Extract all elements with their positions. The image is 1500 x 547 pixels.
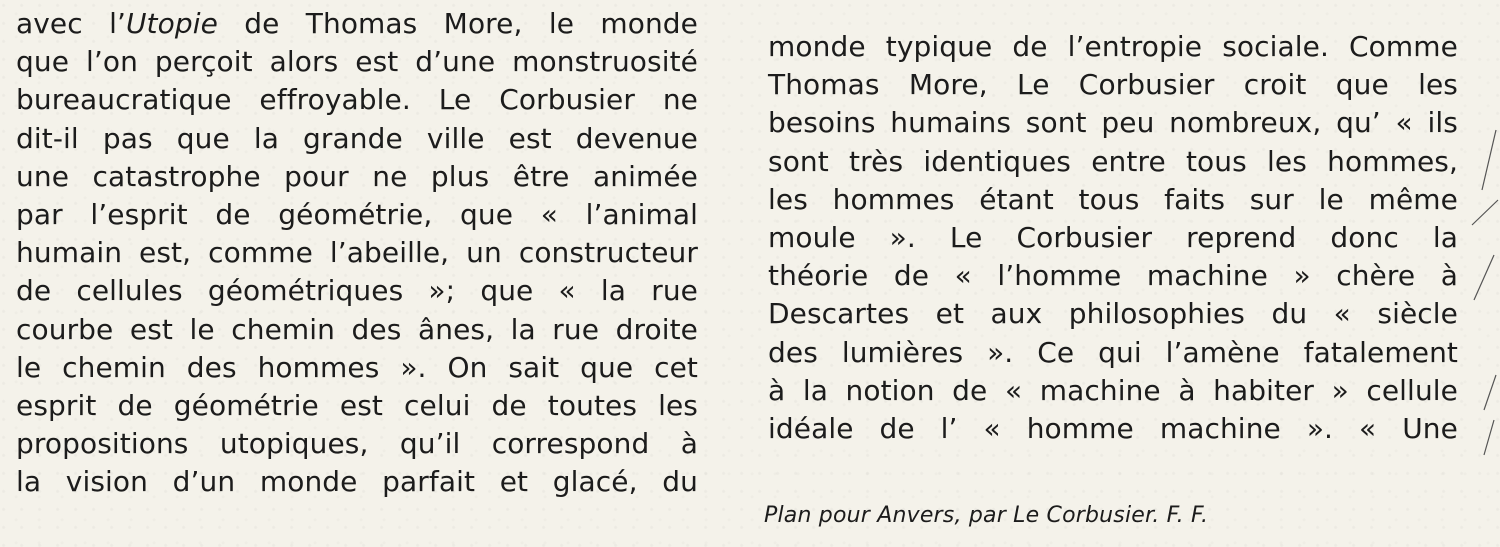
- text-line: que l’on perçoit alors est d’une monstruosité: [16, 45, 698, 79]
- text-line: une catastrophe pour ne plus être animée: [16, 159, 698, 193]
- text-line: théorie de « l’homme machine » chère à: [768, 259, 1458, 293]
- text-line: les hommes étant tous faits sur le même: [768, 182, 1458, 216]
- text-line: bureaucratique effroyable. Le Corbusier ne: [16, 83, 698, 117]
- emphasized-title: Utopie: [125, 7, 218, 40]
- text-line: besoins humains sont peu nombreux, qu’ « ils: [768, 106, 1458, 140]
- margin-pencil-marks: [1460, 120, 1500, 480]
- text-line: la vision d’un monde parfait et glacé, du: [16, 465, 698, 499]
- text-line: esprit de géométrie est celui de toutes les: [16, 389, 698, 423]
- text-line: courbe est le chemin des ânes, la rue droite: [16, 312, 698, 346]
- text-line: de cellules géométriques »; que « la rue: [16, 274, 698, 308]
- text-line: avec l’Utopie de Thomas More, le monde: [16, 7, 698, 40]
- text-line: propositions utopiques, qu’il correspond à: [16, 427, 698, 461]
- text-line: monde typique de l’entropie sociale. Comme: [768, 30, 1458, 63]
- text-line: le chemin des hommes ». On sait que cet: [16, 350, 698, 384]
- right-text-column: [768, 28, 1458, 448]
- text-line: Descartes et aux philosophies du « siècle: [768, 297, 1458, 331]
- text-line: idéale de l’ « homme machine ». « Une: [768, 412, 1458, 446]
- figure-caption: Plan pour Anvers, par Le Corbusier. F. F.: [764, 503, 1209, 528]
- text-line: à la notion de « machine à habiter » cellule: [768, 373, 1458, 407]
- text-line: moule ». Le Corbusier reprend donc la: [768, 221, 1458, 255]
- text-line: sont très identiques entre tous les hommes,: [768, 144, 1458, 178]
- left-text-column: [16, 5, 698, 502]
- text-line: des lumières ». Ce qui l’amène fatalement: [768, 335, 1458, 369]
- text-line: par l’esprit de géométrie, que « l’animal: [16, 198, 698, 232]
- text-line: dit-il pas que la grande ville est devenue: [16, 121, 698, 155]
- text-line: humain est, comme l’abeille, un constructeur: [16, 236, 698, 270]
- text-line: Thomas More, Le Corbusier croit que les: [768, 68, 1458, 102]
